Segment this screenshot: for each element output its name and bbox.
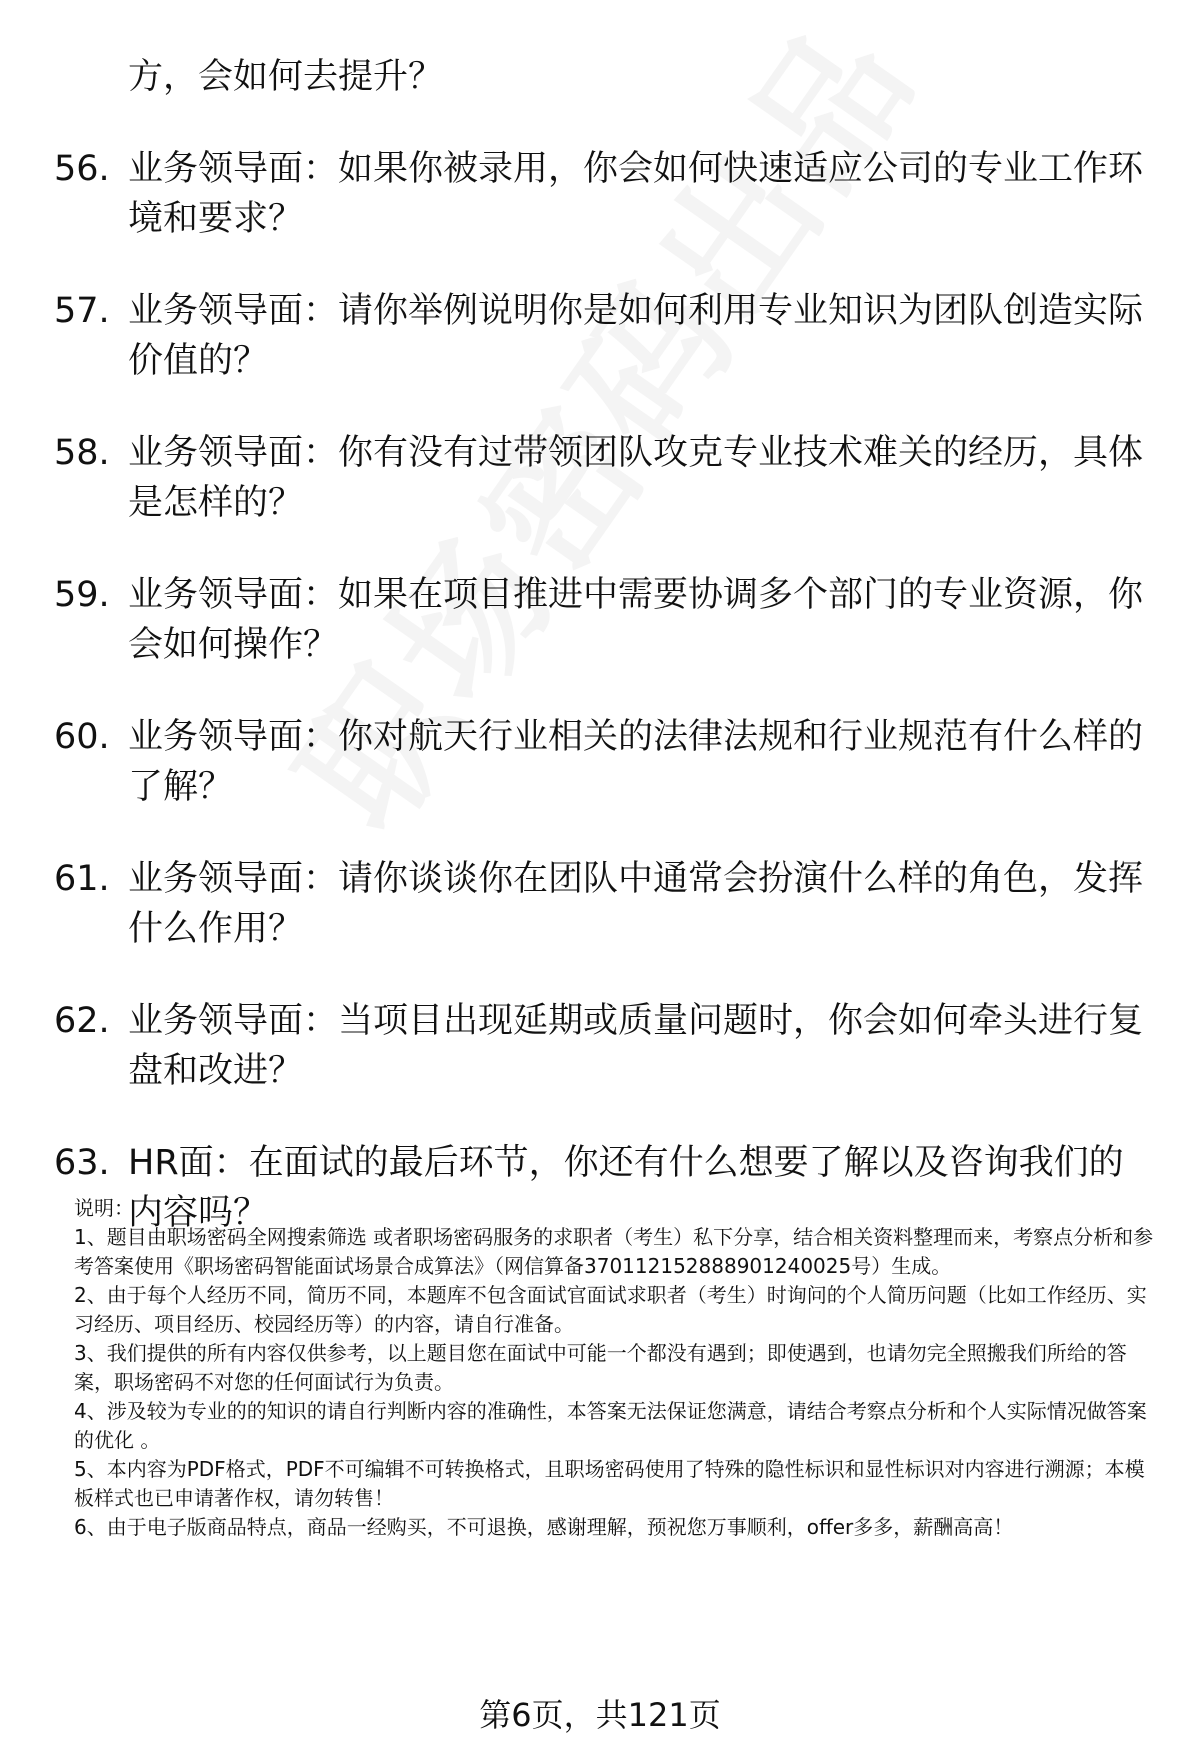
question-list [54, 52, 1154, 1280]
question-number: 60. [54, 717, 110, 757]
question-text: 业务领导面：如果在项目推进中需要协调多个部门的专业资源，你会如何操作？ [128, 575, 1144, 665]
question-text: 业务领导面：如果你被录用，你会如何快速适应公司的专业工作环境和要求？ [128, 149, 1144, 239]
note-item: 2、由于每个人经历不同，简历不同，本题库不包含面试官面试求职者（考生）时询问的个人简历问题（比如工作经历、实习经历、项目经历、校园经历等）的内容，请自行准备。 [74, 1283, 1147, 1336]
question-text: 业务领导面：请你谈谈你在团队中通常会扮演什么样的角色，发挥什么作用？ [128, 859, 1144, 949]
notes-title: 说明： [74, 1196, 134, 1220]
question-item [54, 854, 1154, 954]
question-item [54, 570, 1154, 670]
note-item: 5、本内容为PDF格式，PDF不可编辑不可转换格式，且职场密码使用了特殊的隐性标识和显性标识对内容进行溯源；本模板样式也已申请著作权，请勿转售！ [74, 1457, 1145, 1510]
question-number: 58. [54, 433, 110, 473]
question-text: 业务领导面：你有没有过带领团队攻克专业技术难关的经历，具体是怎样的？ [128, 433, 1144, 523]
question-text: 业务领导面：请你举例说明你是如何利用专业知识为团队创造实际价值的？ [128, 291, 1144, 381]
question-item [54, 996, 1154, 1096]
note-item: 3、我们提供的所有内容仅供参考，以上题目您在面试中可能一个都没有遇到；即使遇到，也请勿完全照搬我们所给的答案，职场密码不对您的任何面试行为负责。 [74, 1341, 1127, 1394]
question-item [54, 144, 1154, 244]
question-text: 业务领导面：你对航天行业相关的法律法规和行业规范有什么样的了解？ [128, 717, 1144, 807]
notes-section [74, 1194, 1164, 1542]
question-item [54, 428, 1154, 528]
question-number: 59. [54, 575, 110, 615]
note-item: 4、涉及较为专业的的知识的请自行判断内容的准确性，本答案无法保证您满意，请结合考察点分析和个人实际情况做答案的优化 。 [74, 1399, 1147, 1452]
question-number: 57. [54, 291, 110, 331]
question-number: 56. [54, 149, 110, 189]
note-item: 1、题目由职场密码全网搜索筛选 或者职场密码服务的求职者（考生）私下分享，结合相关资料整理而来，考察点分析和参考答案使用《职场密码智能面试场景合成算法》（网信算备370112152888901240025号）生成。 [74, 1225, 1154, 1278]
question-item [54, 286, 1154, 386]
question-continuation: 方，会如何去提升？ [128, 57, 444, 97]
question-text: 业务领导面：当项目出现延期或质量问题时，你会如何牵头进行复盘和改进？ [128, 1001, 1144, 1091]
page-footer: 第6页，共121页 [479, 1696, 721, 1734]
question-number: 62. [54, 1001, 110, 1041]
question-number: 63. [54, 1143, 110, 1183]
note-item: 6、由于电子版商品特点，商品一经购买，不可退换，感谢理解，预祝您万事顺利，offer多多，薪酬高高！ [74, 1515, 1014, 1539]
question-item [54, 712, 1154, 812]
question-number: 61. [54, 859, 110, 899]
question-text: HR面：在面试的最后环节，你还有什么想要了解以及咨询我们的内容吗？ [128, 1143, 1124, 1233]
